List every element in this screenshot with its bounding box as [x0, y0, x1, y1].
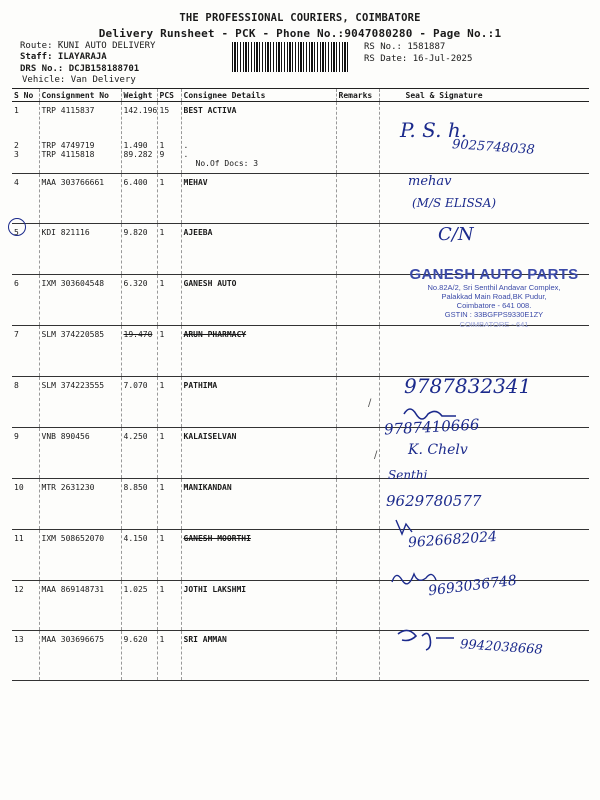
stamp-faded-text: COIMBATORE - 641 — [459, 320, 529, 329]
sno-cell: 3 — [14, 150, 19, 159]
stamp-line: Palakkad Main Road,BK Pudur, — [441, 292, 547, 301]
docs-count: No.Of Docs: 3 — [195, 159, 259, 168]
signature-row9: K. Chelv — [408, 442, 468, 458]
consignee-cell: . — [183, 141, 189, 150]
consignment-cell: TRP 4749719 — [41, 141, 95, 150]
pcs-cell: 15 — [159, 106, 170, 115]
runsheet-subtitle: Delivery Runsheet - PCK - Phone No.:9047080280 - Page No.:1 — [98, 27, 502, 40]
note-row4: (M/S ELISSA) — [412, 196, 497, 210]
table-row: 13 MAA 303696675 9.620 1 SRI AMMAN — [12, 631, 589, 681]
weight-cell: 89.282 — [123, 150, 153, 159]
phone-row12: 9693036748 — [427, 572, 518, 600]
col-sno: S No — [12, 89, 39, 102]
runsheet-title: THE PROFESSIONAL COURIERS, COIMBATORE — [179, 12, 421, 24]
vehicle-label: Vehicle: Van Delivery — [22, 75, 136, 85]
phone-row1: 9025748038 — [451, 137, 536, 158]
phone-row11: 9626682024 — [407, 528, 498, 552]
stamp-line: GSTIN : 33BGFPS9330E1ZY — [444, 310, 544, 319]
rs-number: RS No.: 1581887 — [364, 42, 446, 52]
col-consignee: Consignee Details — [181, 89, 336, 102]
scribble-row11 — [396, 520, 412, 534]
tick-mark: / — [368, 398, 372, 409]
pcs-cell: 1 — [159, 141, 165, 150]
signature-row4: mehav — [408, 174, 452, 189]
phone-row9: 9787410666 — [383, 415, 480, 439]
stamp-line: No.82A/2, Sri Senthil Andavar Complex, — [427, 283, 561, 292]
consignee-cell: BEST ACTIVA — [183, 106, 237, 115]
col-consignment: Consignment No — [39, 89, 121, 102]
scribble-row8 — [404, 409, 456, 419]
scribble-row13 — [398, 630, 454, 650]
sno-cell: 1 — [14, 106, 19, 115]
phone-row10: 9629780577 — [386, 492, 482, 510]
route-label: Route: ̅KUNI AUTO DELIVERY — [20, 41, 156, 51]
rs-date: RS Date: 16-Jul-2025 — [364, 54, 473, 64]
signature-row10: Senthi — [388, 468, 428, 482]
consignment-cell: TRP 4115837 — [41, 106, 95, 115]
table-row: 9 VNB 890456 4.250 1 KALAISELVAN — [12, 428, 589, 479]
col-seal: Seal & Signature — [379, 89, 589, 102]
table-row: 7 SLM 374220585 19.470 1 ARUN PHARMACY — [12, 326, 589, 377]
signature-row5: C/N — [438, 224, 474, 245]
consignment-cell: TRP 4115818 — [41, 150, 95, 159]
staff-label: Staff: ILAYARAJA — [20, 52, 107, 62]
table-row: 12 MAA 869148731 1.025 1 JOTHI LAKSHMI — [12, 581, 589, 631]
col-weight: Weight — [121, 89, 157, 102]
weight-cell: 1.490 — [123, 141, 148, 150]
phone-row8: 9787832341 — [404, 374, 532, 398]
phone-row13: 9942038668 — [459, 637, 544, 658]
consignee-cell: . — [183, 150, 189, 159]
pcs-cell: 9 — [159, 150, 165, 159]
sno-cell: 2 — [14, 141, 19, 150]
scribble-row12 — [392, 574, 436, 584]
tick-mark: / — [374, 450, 378, 461]
signature-row1: P. S. h. — [400, 118, 468, 142]
stamp-line: Coimbatore - 641 008. — [456, 301, 532, 310]
table-row: 8 SLM 374223555 7.070 1 PATHIMA — [12, 377, 589, 428]
table-row: 11 IXM 508652070 4.150 1 GANESH MOORTHI — [12, 530, 589, 581]
table-row: 6 IXM 303604548 6.320 1 GANESH AUTO — [12, 275, 589, 326]
col-pcs: PCS — [157, 89, 181, 102]
table-row: 10 MTR 2631230 8.850 1 MANIKANDAN — [12, 479, 589, 530]
table-row: 5 KDI 821116 9.820 1 AJEEBA — [12, 224, 589, 275]
drs-number: DRS No.: DCJB158188701 — [20, 64, 140, 74]
stamp-title: GANESH AUTO PARTS — [409, 266, 579, 283]
weight-cell: 142.196 — [123, 106, 158, 115]
col-remarks: Remarks — [336, 89, 379, 102]
table-row: 4 MAA 303766661 6.400 1 MEHAV — [12, 174, 589, 224]
